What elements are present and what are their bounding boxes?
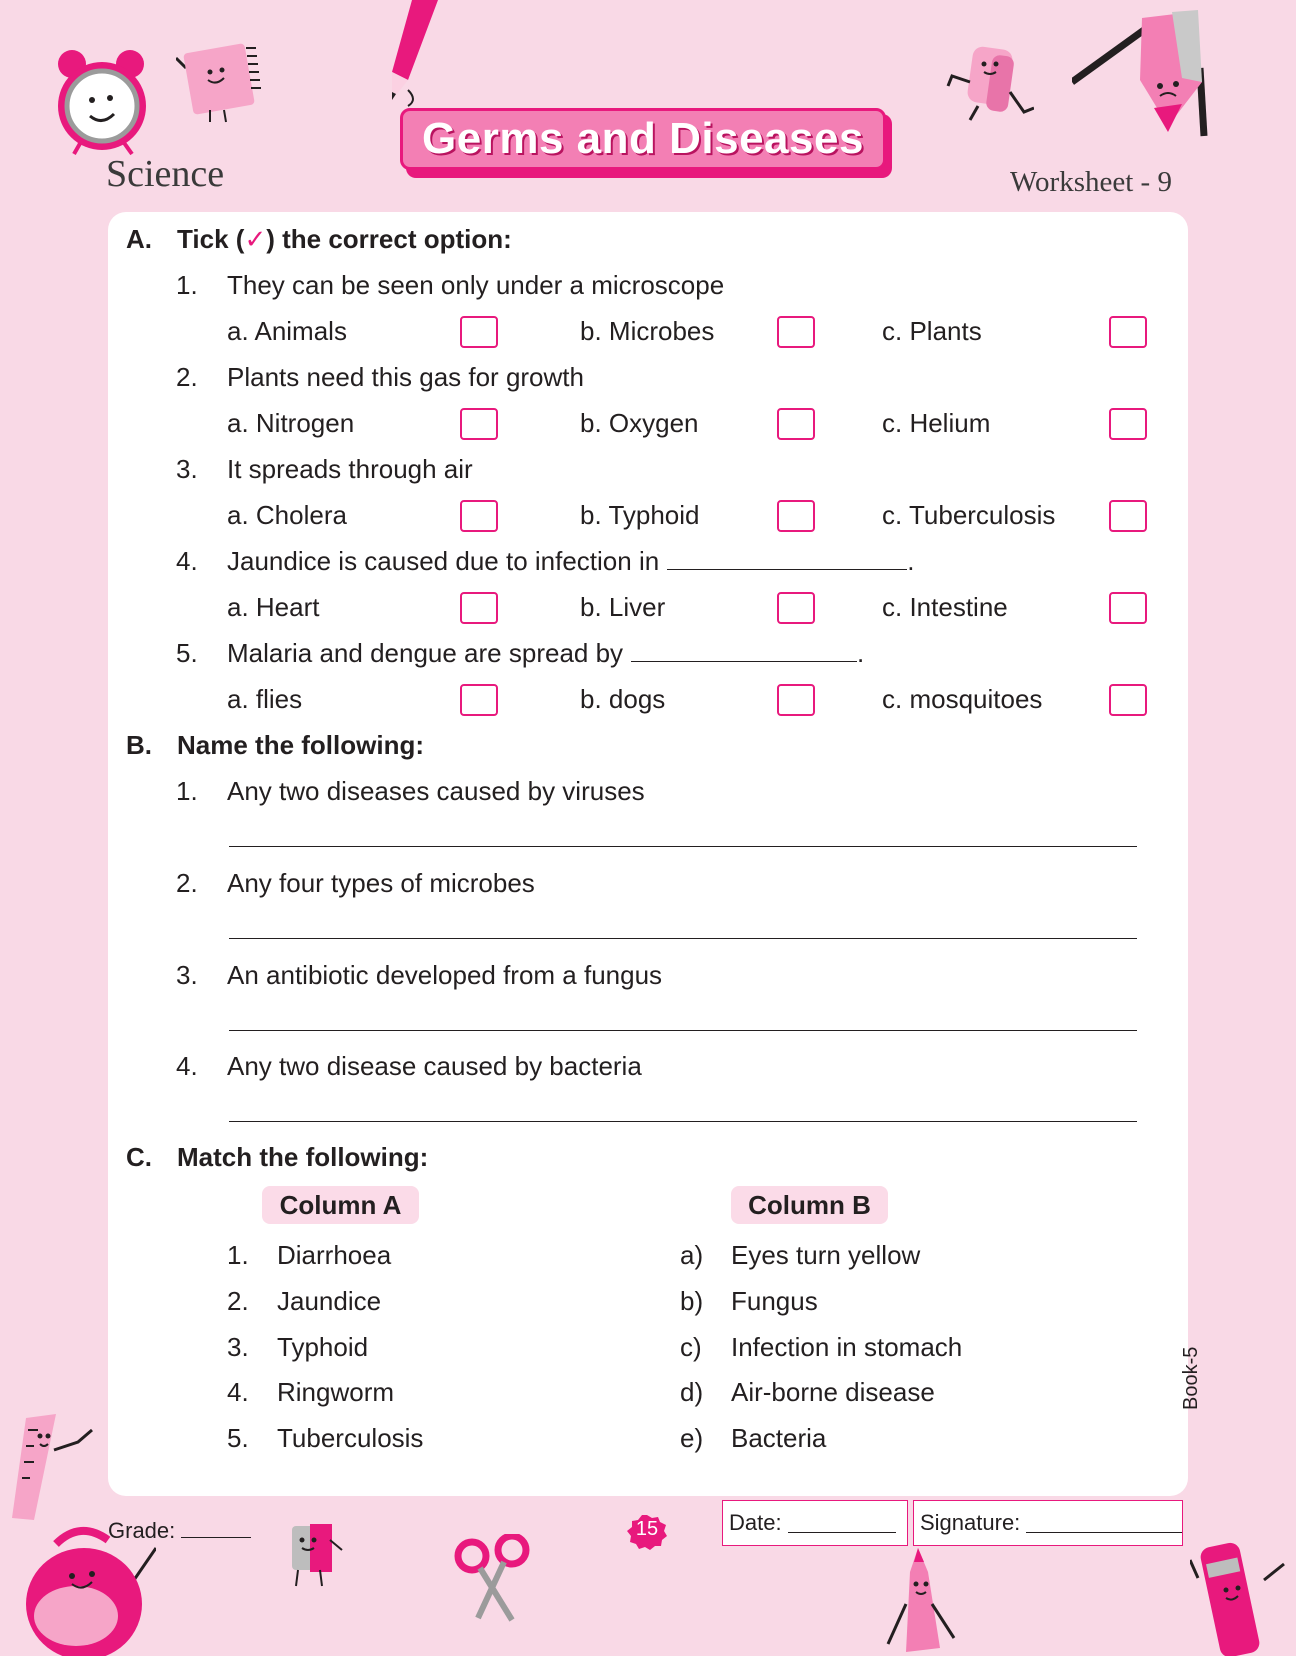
- match-left-number: 1.: [227, 1240, 249, 1270]
- subject-label: Science: [106, 153, 225, 195]
- match-right-letter: c): [680, 1332, 702, 1362]
- worksheet-number: Worksheet - 9: [1010, 166, 1172, 198]
- sentence-end: .: [907, 546, 915, 576]
- option-label: a. flies: [227, 684, 303, 714]
- section-c-letter: C.: [126, 1142, 152, 1172]
- column-b-header: Column B: [731, 1186, 888, 1224]
- match-left-item: Jaundice: [277, 1286, 382, 1316]
- question-number: 4.: [176, 546, 198, 576]
- title-banner: [400, 108, 894, 178]
- signature-field: [913, 1500, 1183, 1546]
- alarm-clock-icon: [52, 42, 152, 162]
- item-text: Any four types of microbes: [227, 868, 535, 898]
- backpack-icon: [16, 1520, 156, 1656]
- answer-checkbox[interactable]: [460, 592, 498, 624]
- match-left-item: Diarrhoea: [277, 1240, 392, 1270]
- option-label: c. Helium: [882, 408, 991, 438]
- question-number: 1.: [176, 270, 198, 300]
- match-right-letter: d): [680, 1377, 704, 1407]
- option-label: b. Liver: [580, 592, 666, 622]
- match-left-number: 2.: [227, 1286, 249, 1316]
- item-number: 3.: [176, 960, 198, 990]
- match-left-number: 4.: [227, 1377, 249, 1407]
- question-number: 5.: [176, 638, 198, 668]
- answer-line[interactable]: [229, 1030, 1137, 1031]
- question-text: Plants need this gas for growth: [227, 362, 584, 392]
- question-number: 3.: [176, 454, 198, 484]
- question-text: Malaria and dengue are spread by: [227, 638, 624, 668]
- column-a-header: Column A: [262, 1186, 419, 1224]
- section-a-heading: [177, 224, 512, 255]
- match-right-item: Bacteria: [731, 1423, 827, 1453]
- answer-checkbox[interactable]: [777, 408, 815, 440]
- question-text: It spreads through air: [227, 454, 473, 484]
- option-label: b. Typhoid: [580, 500, 700, 530]
- page-title: Germs and Diseases: [422, 114, 864, 163]
- option-label: a. Nitrogen: [227, 408, 355, 438]
- answer-checkbox[interactable]: [460, 684, 498, 716]
- pencil-icon: [378, 0, 448, 110]
- answer-checkbox[interactable]: [460, 316, 498, 348]
- sharpener-character-icon: [284, 1520, 344, 1590]
- match-left-number: 3.: [227, 1332, 249, 1362]
- scissors-icon: [454, 1534, 534, 1622]
- date-blank[interactable]: [788, 1514, 896, 1533]
- notepad-icon: [176, 40, 262, 126]
- tick-mark-icon: ✓: [244, 224, 267, 254]
- crayon-character-icon: [884, 1548, 964, 1656]
- pen-character-icon: [1190, 1540, 1290, 1656]
- item-number: 1.: [176, 776, 198, 806]
- answer-checkbox[interactable]: [1109, 592, 1147, 624]
- match-right-item: Air-borne disease: [731, 1377, 935, 1407]
- fill-in-blank[interactable]: [631, 661, 857, 662]
- section-b-letter: B.: [126, 730, 152, 760]
- section-b-heading: Name the following:: [177, 730, 424, 760]
- eraser-icon: [944, 42, 1034, 122]
- question-fill-in: [227, 546, 914, 577]
- signature-label: Signature:: [920, 1510, 1021, 1535]
- match-right-letter: a): [680, 1240, 704, 1270]
- answer-checkbox[interactable]: [1109, 500, 1147, 532]
- question-text: They can be seen only under a microscope: [227, 270, 725, 300]
- match-left-item: Ringworm: [277, 1377, 395, 1407]
- option-label: b. dogs: [580, 684, 666, 714]
- option-label: a. Cholera: [227, 500, 347, 530]
- date-label: Date:: [729, 1510, 782, 1535]
- answer-line[interactable]: [229, 938, 1137, 939]
- answer-checkbox[interactable]: [777, 684, 815, 716]
- section-c-heading: Match the following:: [177, 1142, 429, 1172]
- answer-checkbox[interactable]: [460, 500, 498, 532]
- item-text: An antibiotic developed from a fungus: [227, 960, 663, 990]
- match-right-letter: e): [680, 1423, 704, 1453]
- answer-checkbox[interactable]: [1109, 408, 1147, 440]
- match-right-item: Eyes turn yellow: [731, 1240, 921, 1270]
- heading-post: ) the correct option:: [266, 224, 512, 254]
- page-number: 15: [635, 1518, 659, 1540]
- option-label: a. Animals: [227, 316, 347, 346]
- sentence-end: .: [857, 638, 865, 668]
- answer-line[interactable]: [229, 1121, 1137, 1122]
- section-a-letter: A.: [126, 224, 152, 254]
- match-left-number: 5.: [227, 1423, 249, 1453]
- question-text: Jaundice is caused due to infection in: [227, 546, 660, 576]
- grade-label: Grade:: [108, 1518, 176, 1543]
- answer-line[interactable]: [229, 846, 1137, 847]
- option-label: b. Microbes: [580, 316, 715, 346]
- item-number: 4.: [176, 1051, 198, 1081]
- answer-checkbox[interactable]: [1109, 684, 1147, 716]
- option-label: c. Plants: [882, 316, 982, 346]
- match-left-item: Typhoid: [277, 1332, 369, 1362]
- answer-checkbox[interactable]: [1109, 316, 1147, 348]
- item-number: 2.: [176, 868, 198, 898]
- option-label: a. Heart: [227, 592, 320, 622]
- fill-in-blank[interactable]: [667, 569, 907, 570]
- option-label: b. Oxygen: [580, 408, 699, 438]
- worksheet-card: [108, 212, 1188, 1496]
- book-label: Book-5: [1180, 1346, 1202, 1410]
- item-text: Any two disease caused by bacteria: [227, 1051, 642, 1081]
- match-left-item: Tuberculosis: [277, 1423, 424, 1453]
- answer-checkbox[interactable]: [777, 500, 815, 532]
- option-label: c. Tuberculosis: [882, 500, 1056, 530]
- grade-blank[interactable]: [181, 1519, 251, 1538]
- answer-checkbox[interactable]: [460, 408, 498, 440]
- signature-blank[interactable]: [1026, 1514, 1182, 1533]
- ruler-character-icon: [8, 1410, 94, 1530]
- match-right-item: Fungus: [731, 1286, 818, 1316]
- option-label: c. Intestine: [882, 592, 1008, 622]
- pencil-character-icon: [1072, 8, 1222, 138]
- option-label: c. mosquitoes: [882, 684, 1043, 714]
- answer-checkbox[interactable]: [777, 592, 815, 624]
- question-fill-in: [227, 638, 864, 669]
- question-number: 2.: [176, 362, 198, 392]
- match-right-letter: b): [680, 1286, 704, 1316]
- heading-pre: Tick (: [177, 224, 245, 254]
- answer-checkbox[interactable]: [777, 316, 815, 348]
- item-text: Any two diseases caused by viruses: [227, 776, 645, 806]
- date-field: [722, 1500, 908, 1546]
- match-right-item: Infection in stomach: [731, 1332, 963, 1362]
